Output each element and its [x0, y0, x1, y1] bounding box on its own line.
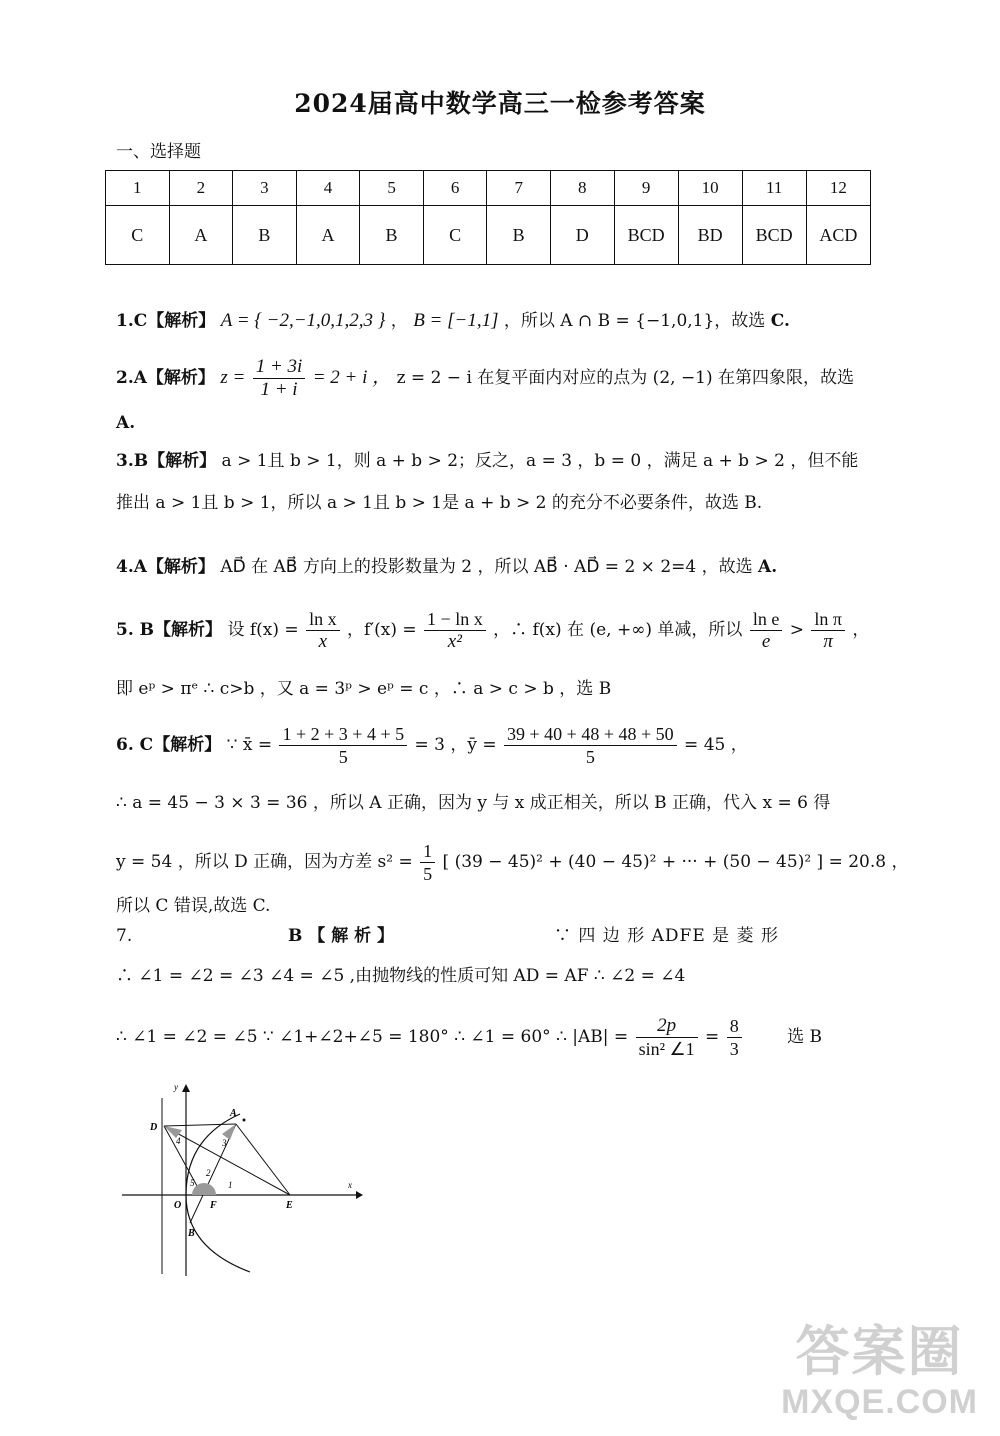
- label-y: y: [174, 1082, 178, 1092]
- label-F: F: [210, 1200, 217, 1211]
- denominator: x²: [447, 631, 462, 652]
- numerator: 39 + 40 + 48 + 48 + 50: [504, 723, 677, 746]
- numerator: ln π: [811, 608, 845, 631]
- question-number: 1: [106, 171, 170, 206]
- solution-text: ，∴ f(x) 在 (e, +∞) 单减，所以: [493, 620, 743, 640]
- question-number: 4: [296, 171, 360, 206]
- fraction: [750, 608, 783, 653]
- numerator: 1: [420, 840, 435, 863]
- solution-3-line-2: 推出 a > 1且 b > 1，所以 a > 1且 b > 1是 a + b > 2 的充分不必要条件，故选 B.: [116, 493, 763, 513]
- solution-6-line-2: ∴ a = 45 − 3 × 3 = 36 ，所以 A 正确，因为 y 与 x 成正相关，所以 B 正确，代入 x = 6 得: [116, 793, 831, 813]
- solution-7-line-1: [116, 925, 779, 947]
- solution-text: = 45 ，: [684, 735, 748, 755]
- x-axis-arrow: [356, 1191, 363, 1199]
- answer-cell: A: [296, 206, 360, 265]
- answer-cell: C: [106, 206, 170, 265]
- denominator: sin² ∠1: [638, 1039, 695, 1059]
- solution-tag: 7.: [116, 926, 133, 946]
- point-marker: [243, 1119, 246, 1122]
- fraction: [424, 608, 486, 653]
- fraction: [636, 1015, 698, 1060]
- solution-text: a > 1且 b > 1，则 a + b > 2；反之，a = 3 ，b = 0 ，满足 a + b > 2 ，但不能: [221, 451, 859, 471]
- solution-answer: 选 B: [787, 1027, 822, 1047]
- math-expr: =: [705, 1027, 720, 1047]
- fraction: [504, 723, 677, 768]
- math-expr: >: [789, 620, 804, 640]
- answer-cell: A: [169, 206, 233, 265]
- denominator: x: [318, 631, 328, 652]
- numerator: 8: [727, 1015, 742, 1038]
- watermark: [781, 1322, 978, 1422]
- watermark-logo-text: 答案圈: [795, 1322, 964, 1382]
- angle-label-3: 3: [222, 1138, 227, 1148]
- answer-cell: B: [233, 206, 297, 265]
- solution-tag: 6. C【解析】: [116, 735, 222, 755]
- numerator: 1 + 3i: [253, 356, 306, 379]
- solution-text: ∵ x̄ =: [226, 735, 273, 755]
- fraction: [306, 608, 340, 653]
- denominator: 5: [585, 747, 595, 767]
- solution-1: [116, 310, 790, 332]
- solution-6-line-3: [116, 840, 908, 885]
- solution-text: ，f′(x) =: [346, 620, 417, 640]
- angle-label-4: 4: [176, 1136, 181, 1146]
- question-number: 12: [806, 171, 870, 206]
- solution-text: [ (39 − 45)² + (40 − 45)² + ··· + (50 − 45)² ] = 20.8 ，: [442, 852, 909, 872]
- solution-7-line-2: ∴ ∠1 = ∠2 = ∠3 ∠4 = ∠5 ,由抛物线的性质可知 AD = AF ∴ ∠2 = ∠4: [116, 966, 686, 986]
- numerator: ln x: [306, 608, 340, 631]
- solution-5-line-1: [116, 608, 869, 653]
- solution-text: ，所以 A ∩ B = {−1,0,1}，故选: [503, 311, 766, 331]
- angle-shade-F: [192, 1183, 216, 1195]
- label-E: E: [286, 1200, 293, 1211]
- denominator: 5: [423, 864, 433, 884]
- math-expr: A = { −2,−1,0,1,2,3 }: [220, 310, 386, 331]
- solution-answer: C.: [770, 311, 790, 331]
- question-number: 7: [487, 171, 551, 206]
- question-number: 6: [423, 171, 487, 206]
- math-expr: = 2 + i ，: [312, 367, 392, 388]
- solution-text: y = 54 ，所以 D 正确，因为方差 s² =: [116, 852, 413, 872]
- angle-label-5: 5: [190, 1178, 195, 1188]
- answer-cell: BD: [678, 206, 742, 265]
- denominator: 3: [729, 1039, 739, 1059]
- label-x: x: [348, 1180, 352, 1190]
- question-number: 8: [550, 171, 614, 206]
- solution-answer: A.: [116, 413, 136, 433]
- watermark-url: MXQE.COM: [781, 1383, 978, 1421]
- question-number: 5: [360, 171, 424, 206]
- separator: ，: [390, 311, 408, 331]
- angle-label-1: 1: [228, 1180, 233, 1190]
- label-A: A: [230, 1108, 237, 1119]
- solution-text: ，: [852, 620, 870, 640]
- solution-text: ∴ ∠1 = ∠2 = ∠5 ∵ ∠1+∠2+∠5 = 180° ∴ ∠1 = 60° ∴ |AB| =: [116, 1027, 629, 1047]
- fraction: [279, 723, 407, 768]
- question-number: 10: [678, 171, 742, 206]
- solution-text: = 3 ，ȳ =: [414, 735, 497, 755]
- denominator: 5: [338, 747, 348, 767]
- numerator: 2p: [636, 1015, 698, 1038]
- answer-cell: BCD: [742, 206, 806, 265]
- solution-text: AD⃗ 在 AB⃗ 方向上的投影数量为 2 ，所以 AB⃗ · AD⃗ = 2 × 2=4 ，故选: [220, 557, 753, 577]
- solution-tag: 3.B【解析】: [116, 451, 217, 471]
- denominator: 1 + i: [260, 379, 298, 400]
- solution-answer: A.: [758, 557, 778, 577]
- math-expr: B = [−1,1]: [413, 310, 499, 331]
- solution-2: [116, 356, 854, 401]
- numerator: 1 − ln x: [424, 608, 486, 631]
- solution-text: 设 f(x) =: [227, 620, 299, 640]
- section-heading: 一、选择题: [116, 142, 201, 162]
- solution-header: B 【 解 析 】: [288, 926, 395, 946]
- solution-text: ∵ 四 边 形 ADFE 是 菱 形: [554, 926, 779, 946]
- angle-label-2: 2: [206, 1168, 211, 1178]
- denominator: e: [761, 631, 771, 652]
- solution-text: z = 2 − i 在复平面内对应的点为 (2, −1) 在第四象限，故选: [396, 368, 855, 388]
- question-number: 11: [742, 171, 806, 206]
- parabola-figure: [118, 1078, 368, 1278]
- solution-6-line-1: [116, 723, 748, 768]
- page-title: 2024届高中数学高三一检参考答案: [294, 89, 706, 118]
- label-B: B: [188, 1228, 195, 1239]
- label-O: O: [174, 1200, 182, 1211]
- solution-4: [116, 556, 777, 578]
- answer-row: [106, 206, 871, 265]
- solution-tag: 1.C【解析】: [116, 311, 216, 331]
- answer-cell: ACD: [806, 206, 870, 265]
- question-number: 2: [169, 171, 233, 206]
- solution-3-line-1: [116, 450, 858, 472]
- denominator: π: [823, 631, 833, 652]
- segment-AE: [236, 1124, 290, 1195]
- question-number: 3: [233, 171, 297, 206]
- answer-cell: D: [550, 206, 614, 265]
- solution-tag: 4.A【解析】: [116, 557, 215, 577]
- answer-cell: B: [360, 206, 424, 265]
- fraction: [727, 1015, 742, 1060]
- solution-tag: 2.A【解析】: [116, 368, 215, 388]
- math-expr: z =: [220, 367, 246, 388]
- answer-cell: BCD: [614, 206, 678, 265]
- solution-6-line-4: 所以 C 错误,故选 C.: [116, 896, 271, 916]
- segment-DA: [164, 1124, 236, 1126]
- answer-table: [105, 170, 871, 265]
- y-axis-arrow: [182, 1084, 190, 1092]
- fraction: [811, 608, 845, 653]
- solution-tag: 5. B【解析】: [116, 620, 223, 640]
- answer-cell: B: [487, 206, 551, 265]
- fraction: [420, 840, 435, 885]
- question-number: 9: [614, 171, 678, 206]
- numerator: 1 + 2 + 3 + 4 + 5: [279, 723, 407, 746]
- parabola-diagram: [118, 1078, 368, 1278]
- solution-5-line-2: 即 eᵖ > πᵉ ∴ c>b ，又 a = 3ᵖ > eᵖ = c ，∴ a > c > b ，选 B: [116, 679, 612, 699]
- label-D: D: [150, 1122, 158, 1133]
- question-number-row: [106, 171, 871, 206]
- answer-cell: C: [423, 206, 487, 265]
- fraction: [253, 356, 306, 401]
- solution-7-line-3: [116, 1015, 822, 1060]
- numerator: ln e: [750, 608, 783, 631]
